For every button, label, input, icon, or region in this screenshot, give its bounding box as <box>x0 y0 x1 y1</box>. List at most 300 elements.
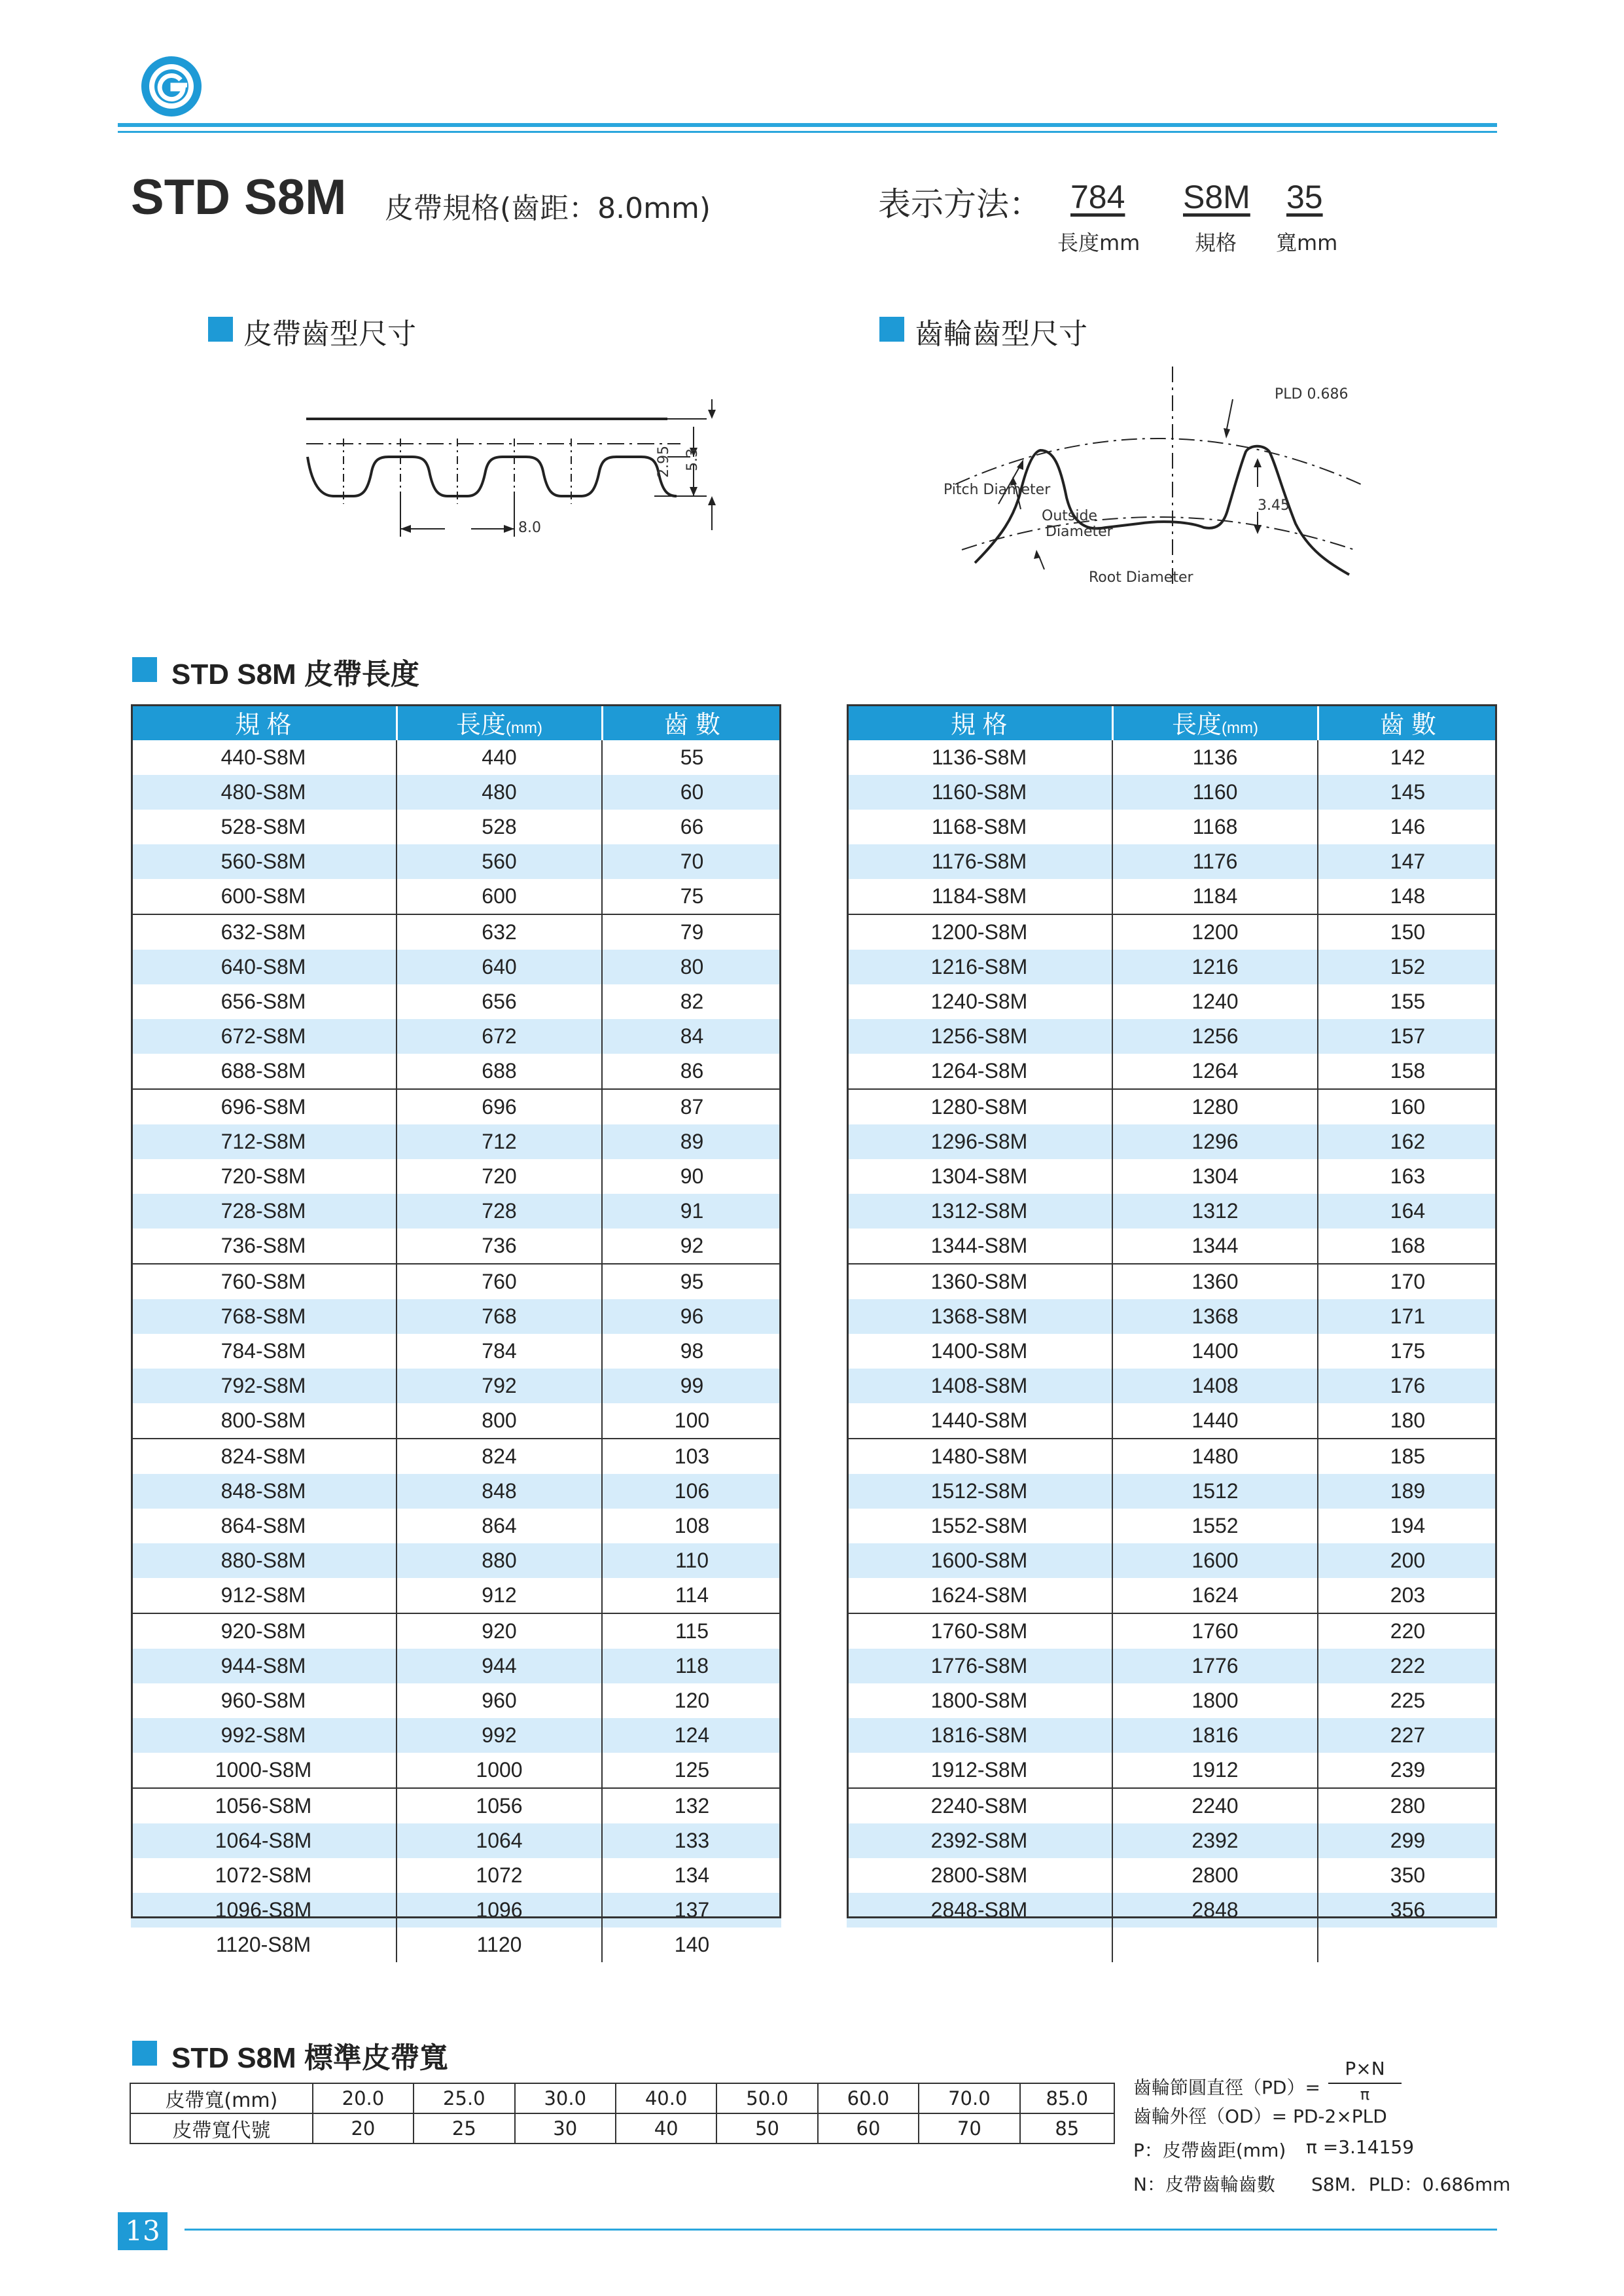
cell-length: 1176 <box>1112 844 1318 879</box>
cell-length: 2848 <box>1112 1893 1318 1928</box>
table-row <box>131 1019 781 1054</box>
cell-teeth: 350 <box>1390 1863 1426 1887</box>
width-code-cell: 50 <box>716 2113 817 2144</box>
pulley-outside-diameter-label-2: Diameter <box>1046 524 1113 540</box>
cell-teeth: 189 <box>1318 1474 1497 1509</box>
table-row <box>131 914 781 950</box>
table-row <box>131 1299 781 1334</box>
table-row <box>131 1788 781 1823</box>
cell-teeth: 79 <box>602 914 781 950</box>
cell-length: 528 <box>397 810 602 844</box>
cell-spec: 1760-S8M <box>847 1613 1112 1649</box>
cell-teeth: 137 <box>602 1893 781 1928</box>
cell-spec: 960-S8M <box>131 1683 397 1718</box>
width-code-cell: 85 <box>1020 2113 1114 2144</box>
table-row <box>847 1299 1497 1334</box>
length-table-heading: STD S8M 皮帶長度 <box>171 658 419 691</box>
cell-length: 1304 <box>1112 1159 1318 1194</box>
table-row <box>131 1613 781 1649</box>
cell-teeth: 239 <box>1390 1758 1426 1782</box>
cell-length: 848 <box>397 1474 602 1509</box>
section-marker <box>879 317 904 342</box>
table-row <box>131 1474 781 1509</box>
cell-length: 1200 <box>1112 914 1318 950</box>
cell-length: 912 <box>397 1578 602 1613</box>
cell-length: 632 <box>397 914 602 950</box>
table-row <box>847 1649 1497 1683</box>
cell-teeth: 225 <box>1390 1689 1426 1712</box>
cell-teeth: 110 <box>602 1543 781 1578</box>
table-row <box>847 1089 1497 1124</box>
cell-spec: 1216-S8M <box>847 950 1112 984</box>
width-mm-cell: 20.0 <box>313 2083 414 2113</box>
cell-length: 1160 <box>1112 775 1318 810</box>
cell-length: 1800 <box>1112 1683 1318 1718</box>
cell-spec: 688-S8M <box>131 1054 397 1089</box>
width-table-heading: STD S8M 標準皮帶寬 <box>171 2042 448 2074</box>
cell-length: 800 <box>397 1403 602 1439</box>
cell-teeth: 280 <box>1318 1788 1497 1823</box>
cell-length: 656 <box>397 984 602 1019</box>
width-code-cell: 40 <box>616 2113 716 2144</box>
table-row <box>131 844 781 879</box>
table-row <box>131 1229 781 1264</box>
cell-length: 440 <box>397 740 602 775</box>
pulley-pld-label: PLD 0.686 <box>1275 386 1349 403</box>
pulley-profile-heading: 齒輪齒型尺寸 <box>915 317 1087 351</box>
cell-spec: 864-S8M <box>131 1509 397 1543</box>
cell-spec: 920-S8M <box>131 1613 397 1649</box>
cell-teeth: 80 <box>602 950 781 984</box>
cell-spec: 1296-S8M <box>847 1124 1112 1159</box>
cell-teeth: 115 <box>602 1613 781 1649</box>
cell-length: 1512 <box>1112 1474 1318 1509</box>
cell-spec: 1200-S8M <box>847 914 1112 950</box>
cell-spec: 992-S8M <box>131 1718 397 1753</box>
notation-spec-caption: 規格 <box>1195 230 1237 255</box>
table-row <box>131 1718 781 1753</box>
cell-teeth: 155 <box>1390 990 1426 1013</box>
cell-teeth: 299 <box>1318 1823 1497 1858</box>
cell-length: 736 <box>397 1229 602 1264</box>
cell-teeth: 203 <box>1390 1583 1426 1607</box>
cell-spec: 1400-S8M <box>847 1334 1112 1369</box>
table-row <box>847 1229 1497 1264</box>
cell-spec: 1408-S8M <box>847 1369 1112 1403</box>
pulley-root-diameter-label: Root Diameter <box>1089 569 1193 586</box>
cell-length: 1280 <box>1112 1089 1318 1124</box>
cell-teeth: 92 <box>680 1234 704 1257</box>
cell-teeth: 103 <box>602 1439 781 1474</box>
table-row <box>131 1264 781 1299</box>
cell-teeth: 220 <box>1318 1613 1497 1649</box>
cell-teeth: 114 <box>675 1583 709 1607</box>
cell-length: 480 <box>397 775 602 810</box>
cell-spec: 1056-S8M <box>131 1788 397 1823</box>
cell-length: 920 <box>397 1613 602 1649</box>
cell-teeth: 66 <box>680 815 704 838</box>
cell-spec: 2800-S8M <box>847 1858 1112 1893</box>
formula-pld-definition: S8M．PLD：0.686mm <box>1311 2174 1511 2195</box>
cell-length: 1624 <box>1112 1578 1318 1613</box>
table-row <box>847 1718 1497 1753</box>
cell-spec: 720-S8M <box>131 1159 397 1194</box>
table-row <box>847 844 1497 879</box>
section-marker <box>208 317 233 342</box>
cell-teeth: 142 <box>1390 745 1426 769</box>
table-row <box>847 1439 1497 1474</box>
formula-pd-denominator: π <box>1360 2085 1370 2104</box>
cell-teeth: 150 <box>1318 914 1497 950</box>
cell-spec: 1816-S8M <box>847 1718 1112 1753</box>
cell-teeth: 134 <box>674 1863 710 1887</box>
cell-teeth: 132 <box>602 1788 781 1823</box>
table-row <box>847 1369 1497 1403</box>
cell-length: 2392 <box>1112 1823 1318 1858</box>
table-row <box>847 1578 1497 1613</box>
cell-spec: 560-S8M <box>131 844 397 879</box>
table-row <box>131 1334 781 1369</box>
cell-teeth: 75 <box>680 884 704 908</box>
cell-spec: 600-S8M <box>131 879 397 914</box>
cell-length <box>1112 1928 1318 1962</box>
table-row <box>131 740 781 775</box>
table-row <box>847 1403 1497 1439</box>
fraction-bar <box>1328 2083 1402 2084</box>
width-mm-cell: 25.0 <box>414 2083 514 2113</box>
cell-teeth: 96 <box>602 1299 781 1334</box>
formula-pi-definition: π =3.14159 <box>1306 2136 1415 2158</box>
table-row <box>131 1753 781 1788</box>
cell-spec: 1064-S8M <box>131 1823 397 1858</box>
cell-teeth: 356 <box>1318 1893 1497 1928</box>
table-row <box>131 1439 781 1474</box>
width-row-label: 皮帶寬(mm) <box>130 2083 313 2113</box>
table-row <box>131 1823 781 1858</box>
cell-length: 1296 <box>1112 1124 1318 1159</box>
cell-length: 1256 <box>1112 1019 1318 1054</box>
cell-length: 672 <box>397 1019 602 1054</box>
width-mm-cell: 70.0 <box>919 2083 1019 2113</box>
cell-spec: 800-S8M <box>131 1403 397 1439</box>
cell-teeth: 91 <box>602 1194 781 1229</box>
cell-length: 1408 <box>1112 1369 1318 1403</box>
cell-length: 944 <box>397 1649 602 1683</box>
belt-profile-diagram <box>288 399 733 556</box>
table-row <box>131 1578 781 1613</box>
cell-teeth: 170 <box>1318 1264 1497 1299</box>
table-row <box>847 1194 1497 1229</box>
cell-spec: 1072-S8M <box>131 1858 397 1893</box>
cell-spec: 1096-S8M <box>131 1893 397 1928</box>
cell-spec: 480-S8M <box>131 775 397 810</box>
cell-teeth: 108 <box>674 1514 710 1537</box>
cell-length: 2800 <box>1112 1858 1318 1893</box>
cell-length: 960 <box>397 1683 602 1718</box>
cell-length: 1240 <box>1112 984 1318 1019</box>
cell-length: 784 <box>397 1334 602 1369</box>
table-row <box>131 1509 781 1543</box>
cell-teeth: 171 <box>1318 1299 1497 1334</box>
cell-spec: 880-S8M <box>131 1543 397 1578</box>
cell-spec <box>847 1928 1112 1962</box>
table-row <box>847 1893 1497 1928</box>
cell-teeth: 227 <box>1318 1718 1497 1753</box>
header-rule-thin <box>118 131 1497 133</box>
logo-icon <box>140 55 203 118</box>
cell-teeth <box>1318 1928 1497 1962</box>
cell-spec: 1136-S8M <box>847 740 1112 775</box>
cell-spec: 1600-S8M <box>847 1543 1112 1578</box>
cell-teeth: 157 <box>1318 1019 1497 1054</box>
table-row <box>847 1054 1497 1089</box>
cell-spec: 760-S8M <box>131 1264 397 1299</box>
cell-teeth: 145 <box>1318 775 1497 810</box>
section-marker <box>132 2041 157 2066</box>
cell-spec: 1168-S8M <box>847 810 1112 844</box>
cell-spec: 1624-S8M <box>847 1578 1112 1613</box>
table-row <box>131 950 781 984</box>
width-mm-cell: 30.0 <box>515 2083 616 2113</box>
table-row <box>131 1858 781 1893</box>
cell-length: 728 <box>397 1194 602 1229</box>
cell-spec: 1184-S8M <box>847 879 1112 914</box>
table-row <box>847 1788 1497 1823</box>
length-table-left <box>131 704 781 1962</box>
cell-length: 1760 <box>1112 1613 1318 1649</box>
section-marker <box>132 657 157 682</box>
table-row <box>847 1509 1497 1543</box>
column-header-length: 長度(mm) <box>1112 704 1318 740</box>
table-row <box>131 1649 781 1683</box>
cell-teeth: 55 <box>680 745 704 769</box>
cell-teeth: 158 <box>1390 1059 1426 1083</box>
cell-spec: 728-S8M <box>131 1194 397 1229</box>
cell-spec: 1800-S8M <box>847 1683 1112 1718</box>
table-row <box>131 1543 781 1578</box>
table-row <box>131 775 781 810</box>
cell-teeth: 124 <box>602 1718 781 1753</box>
cell-spec: 1240-S8M <box>847 984 1112 1019</box>
cell-length: 1120 <box>397 1928 602 1962</box>
cell-spec: 712-S8M <box>131 1124 397 1159</box>
cell-teeth: 125 <box>674 1758 710 1782</box>
cell-spec: 944-S8M <box>131 1649 397 1683</box>
cell-teeth: 82 <box>680 990 704 1013</box>
column-header-spec: 規 格 <box>131 704 397 740</box>
cell-spec: 912-S8M <box>131 1578 397 1613</box>
cell-spec: 848-S8M <box>131 1474 397 1509</box>
table-row <box>131 1928 781 1962</box>
cell-length: 712 <box>397 1124 602 1159</box>
cell-length: 760 <box>397 1264 602 1299</box>
table-row <box>847 1858 1497 1893</box>
cell-length: 2240 <box>1112 1788 1318 1823</box>
table-row <box>131 1403 781 1439</box>
cell-teeth: 200 <box>1318 1543 1497 1578</box>
cell-spec: 2848-S8M <box>847 1893 1112 1928</box>
cell-spec: 656-S8M <box>131 984 397 1019</box>
cell-spec: 1368-S8M <box>847 1299 1112 1334</box>
cell-length: 1000 <box>397 1753 602 1788</box>
cell-teeth: 118 <box>602 1649 781 1683</box>
cell-teeth: 100 <box>674 1408 710 1432</box>
cell-spec: 1312-S8M <box>847 1194 1112 1229</box>
table-row <box>847 879 1497 914</box>
cell-length: 992 <box>397 1718 602 1753</box>
cell-length: 824 <box>397 1439 602 1474</box>
table-row <box>131 879 781 914</box>
cell-spec: 784-S8M <box>131 1334 397 1369</box>
cell-spec: 696-S8M <box>131 1089 397 1124</box>
cell-teeth: 163 <box>1390 1164 1426 1188</box>
cell-length: 720 <box>397 1159 602 1194</box>
cell-teeth: 120 <box>674 1689 710 1712</box>
cell-length: 688 <box>397 1054 602 1089</box>
table-row <box>847 984 1497 1019</box>
cell-length: 1184 <box>1112 879 1318 914</box>
formula-pd-label: 齒輪節圓直徑（PD）= <box>1133 2077 1320 2098</box>
cell-teeth: 95 <box>602 1264 781 1299</box>
table-row <box>847 1928 1497 1962</box>
cell-spec: 1552-S8M <box>847 1509 1112 1543</box>
page-number: 13 <box>118 2212 168 2250</box>
footer-rule <box>185 2229 1497 2231</box>
cell-spec: 1440-S8M <box>847 1403 1112 1439</box>
cell-teeth: 164 <box>1318 1194 1497 1229</box>
cell-teeth: 180 <box>1390 1408 1426 1432</box>
belt-tooth-height-label: 2.95 <box>656 446 672 478</box>
width-mm-cell: 50.0 <box>716 2083 817 2113</box>
cell-teeth: 90 <box>680 1164 704 1188</box>
cell-teeth: 98 <box>680 1339 704 1363</box>
cell-spec: 1360-S8M <box>847 1264 1112 1299</box>
width-code-cell: 30 <box>515 2113 616 2144</box>
notation-spec-value: S8M <box>1183 179 1250 215</box>
cell-length: 864 <box>397 1509 602 1543</box>
cell-length: 768 <box>397 1299 602 1334</box>
cell-teeth: 222 <box>1318 1649 1497 1683</box>
cell-length: 1360 <box>1112 1264 1318 1299</box>
cell-length: 1216 <box>1112 950 1318 984</box>
cell-length: 1600 <box>1112 1543 1318 1578</box>
formula-p-definition: P：皮帶齒距(mm) <box>1133 2140 1286 2161</box>
cell-length: 1096 <box>397 1893 602 1928</box>
cell-length: 1136 <box>1112 740 1318 775</box>
belt-height-label: 5.3 <box>684 448 701 471</box>
cell-teeth: 60 <box>602 775 781 810</box>
cell-spec: 1280-S8M <box>847 1089 1112 1124</box>
cell-length: 696 <box>397 1089 602 1124</box>
cell-length: 1344 <box>1112 1229 1318 1264</box>
notation-width-caption: 寬mm <box>1276 230 1338 255</box>
cell-teeth: 86 <box>680 1059 704 1083</box>
belt-width-table <box>130 2083 1115 2144</box>
cell-teeth: 133 <box>602 1823 781 1858</box>
code-row-label: 皮帶寬代號 <box>130 2113 313 2144</box>
cell-length: 792 <box>397 1369 602 1403</box>
table-row <box>847 810 1497 844</box>
belt-profile-heading: 皮帶齒型尺寸 <box>243 317 416 351</box>
table-row <box>847 1019 1497 1054</box>
table-row <box>847 1124 1497 1159</box>
table-row <box>131 1159 781 1194</box>
cell-teeth: 70 <box>602 844 781 879</box>
table-row <box>131 810 781 844</box>
cell-length: 1552 <box>1112 1509 1318 1543</box>
cell-length: 1072 <box>397 1858 602 1893</box>
cell-spec: 2392-S8M <box>847 1823 1112 1858</box>
cell-teeth: 106 <box>602 1474 781 1509</box>
cell-length: 1312 <box>1112 1194 1318 1229</box>
cell-teeth: 146 <box>1390 815 1426 838</box>
table-row <box>131 1054 781 1089</box>
cell-spec: 672-S8M <box>131 1019 397 1054</box>
cell-spec: 440-S8M <box>131 740 397 775</box>
cell-length: 1816 <box>1112 1718 1318 1753</box>
cell-teeth: 176 <box>1318 1369 1497 1403</box>
table-row <box>847 1753 1497 1788</box>
cell-length: 1776 <box>1112 1649 1318 1683</box>
cell-spec: 1344-S8M <box>847 1229 1112 1264</box>
cell-teeth: 147 <box>1318 844 1497 879</box>
cell-spec: 824-S8M <box>131 1439 397 1474</box>
cell-length: 1264 <box>1112 1054 1318 1089</box>
table-row <box>847 1613 1497 1649</box>
cell-spec: 2240-S8M <box>847 1788 1112 1823</box>
table-row <box>131 1369 781 1403</box>
cell-teeth: 168 <box>1390 1234 1426 1257</box>
cell-length: 1168 <box>1112 810 1318 844</box>
pulley-groove-depth-label: 3.45 <box>1258 497 1290 514</box>
notation-length-caption: 長度mm <box>1057 230 1140 255</box>
table-row <box>847 1334 1497 1369</box>
page-subtitle: 皮帶規格(齒距：8.0mm) <box>385 192 711 225</box>
cell-spec: 1912-S8M <box>847 1753 1112 1788</box>
table-row <box>131 1683 781 1718</box>
cell-spec: 528-S8M <box>131 810 397 844</box>
table-row <box>131 1124 781 1159</box>
table-row <box>847 1264 1497 1299</box>
width-code-cell: 20 <box>313 2113 414 2144</box>
cell-spec: 1000-S8M <box>131 1753 397 1788</box>
formula-pd-numerator: P×N <box>1345 2058 1385 2079</box>
cell-length: 1912 <box>1112 1753 1318 1788</box>
width-code-cell: 25 <box>414 2113 514 2144</box>
company-logo <box>140 55 203 118</box>
cell-length: 1056 <box>397 1788 602 1823</box>
cell-teeth: 160 <box>1318 1089 1497 1124</box>
cell-teeth: 185 <box>1318 1439 1497 1474</box>
table-row <box>131 1893 781 1928</box>
cell-length: 1368 <box>1112 1299 1318 1334</box>
table-row <box>847 914 1497 950</box>
table-row <box>131 984 781 1019</box>
cell-spec: 1176-S8M <box>847 844 1112 879</box>
width-code-cell: 60 <box>818 2113 919 2144</box>
width-mm-cell: 60.0 <box>818 2083 919 2113</box>
cell-spec: 1264-S8M <box>847 1054 1112 1089</box>
table-row <box>847 1823 1497 1858</box>
cell-spec: 792-S8M <box>131 1369 397 1403</box>
cell-spec: 1776-S8M <box>847 1649 1112 1683</box>
column-header-spec: 規 格 <box>847 704 1112 740</box>
cell-teeth: 162 <box>1318 1124 1497 1159</box>
cell-teeth: 87 <box>602 1089 781 1124</box>
cell-teeth: 84 <box>602 1019 781 1054</box>
page-title: STD S8M <box>131 170 347 225</box>
cell-length: 560 <box>397 844 602 879</box>
